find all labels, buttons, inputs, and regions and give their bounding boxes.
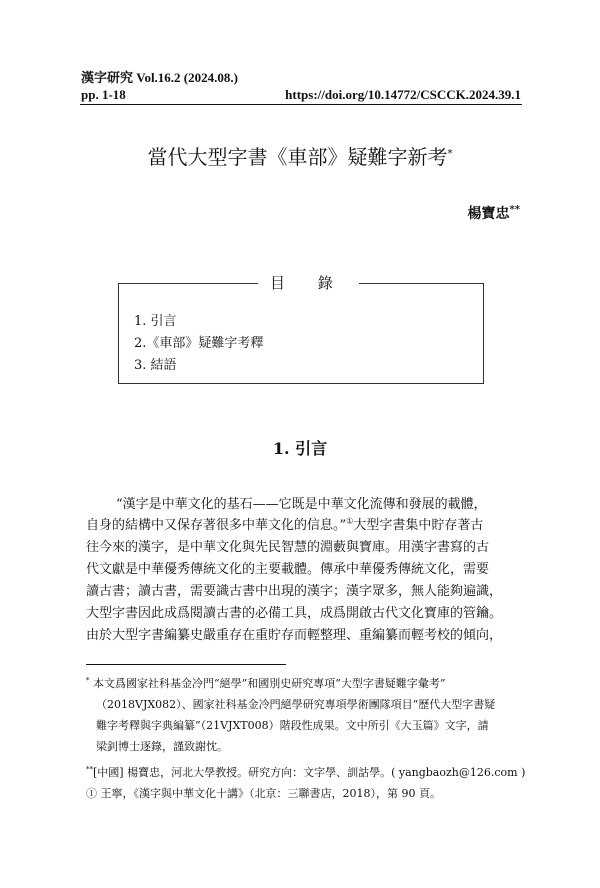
footnote-line: 梁釗博士逐錄，謹致謝忱。 (96, 740, 228, 753)
title-text: 當代大型字書《車部》疑難字新考 (147, 145, 448, 169)
section-heading: 1. 引言 (272, 439, 328, 458)
footnote-text: [中國] 楊寶忠，河北大學教授。研究方向：文字學、訓詁學。( yangbaozh@126.com ) (93, 766, 526, 779)
body-line: 大型字書因此成爲閱讀古書的必備工具，成爲開啟古代文化寶庫的管鑰。 (86, 606, 503, 621)
journal-header: 漢字研究 Vol.16.2 (2024.08.) (81, 70, 238, 85)
footnote-2-mark: ** (86, 765, 93, 774)
page-range: pp. 1-18 (81, 87, 126, 102)
footnote-divider (86, 664, 286, 665)
body-line (86, 518, 516, 534)
body-text: 大型字書集中貯存著古 (353, 518, 484, 533)
footnote-text: 本文爲國家社科基金冷門“絕學”和國別史研究專項“大型字書疑難字彙考” (93, 677, 446, 690)
body-line: 代文獻是中華優秀傳統文化的主要載體。傳承中華優秀傳統文化，需要 (86, 562, 490, 577)
doi-link[interactable]: https://doi.org/10.14772/CSCCK.2024.39.1 (285, 87, 521, 102)
body-line: “漢字是中華文化的基石——它既是中華文化流傳和發展的載體， (116, 497, 487, 512)
footnote-ref-1[interactable]: ① (346, 516, 354, 526)
header-divider (80, 104, 522, 105)
toc-title: 目 錄 (258, 273, 359, 293)
paper-title (0, 144, 600, 170)
toc-item-analysis[interactable]: 2.《車部》疑難字考釋 (134, 336, 264, 351)
footnote-1 (86, 677, 446, 691)
footnote-3 (86, 787, 441, 801)
body-line: 由於大型字書編纂史嚴重存在重貯存而輕整理、重編纂而輕考校的傾向， (86, 628, 503, 643)
title-footnote-mark[interactable]: * (447, 148, 453, 160)
toc-item-introduction[interactable]: 1. 引言 (134, 314, 177, 329)
author-name (468, 205, 520, 223)
toc-item-conclusion[interactable]: 3. 結語 (134, 358, 177, 373)
body-line: 讀古書；讀古書，需要識古書中出現的漢字；漢字眾多，無人能夠遍識， (86, 584, 503, 599)
footnote-line: （2018VJX082）、國家社科基金冷門絕學研究專項學術團隊項目“歷代大型字書疑 (96, 698, 496, 711)
footnote-3-mark: ① (86, 787, 97, 800)
footnote-2 (86, 766, 525, 780)
footnote-1-mark: * (86, 676, 90, 685)
footnote-line: 難字考釋與字典編纂”（21VJXT008）階段性成果。文中所引《大玉篇》文字，請 (96, 719, 489, 732)
author-text: 楊寶忠 (467, 206, 510, 222)
body-line: 往今來的漢字，是中華文化與先民智慧的淵藪與寶庫。用漢字書寫的古 (86, 540, 490, 555)
footnote-text: 王寧，《漢字與中華文化十講》（北京：三聯書店，2018），第 90 頁。 (100, 787, 441, 800)
author-footnote-mark[interactable]: ** (509, 204, 520, 216)
body-text: 自身的結構中又保存著很多中華文化的信息。” (86, 518, 347, 533)
